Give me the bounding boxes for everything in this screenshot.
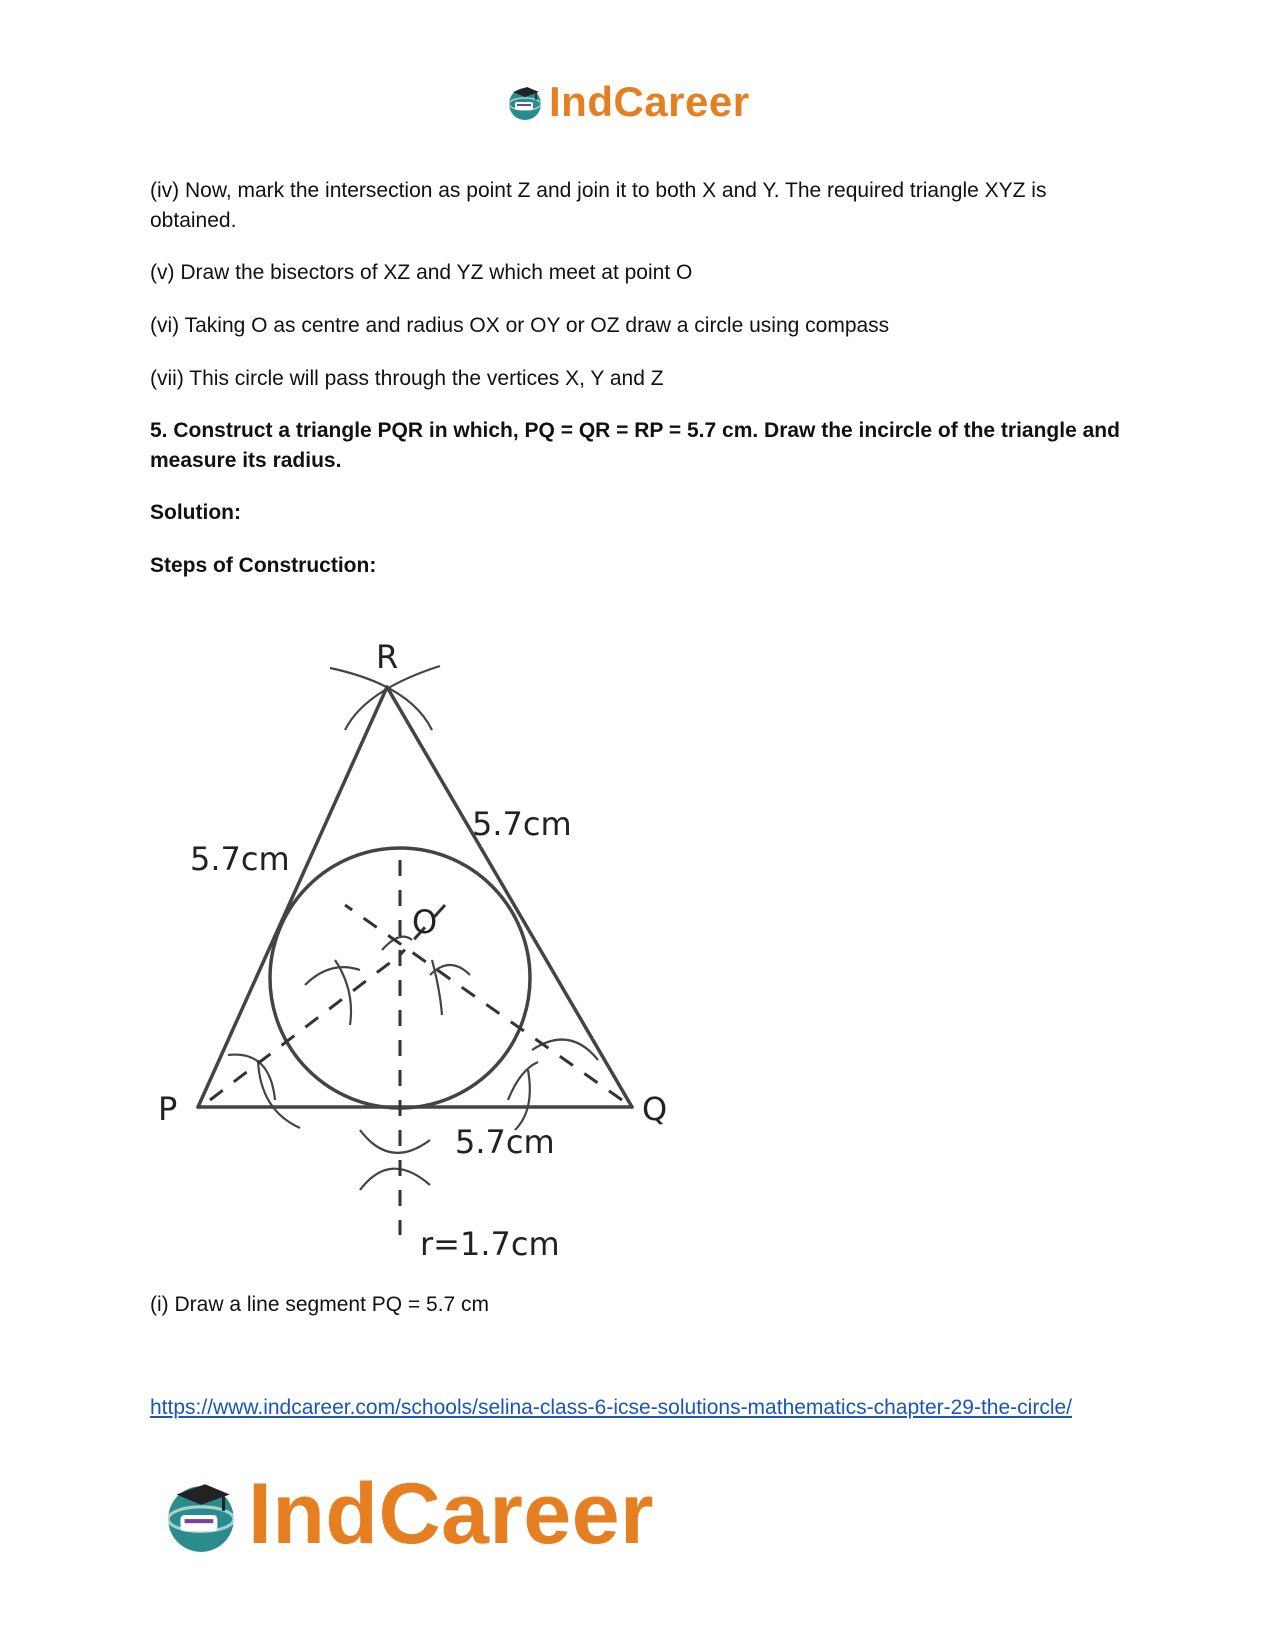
paragraph-step-vi: (vi) Taking O as centre and radius OX or OY or OZ draw a circle using compass	[150, 314, 890, 337]
arc-q-3	[515, 1070, 530, 1130]
paragraph-step-v: (v) Draw the bisectors of XZ and YZ which meet at point O	[150, 261, 693, 284]
label-side-qr: 5.7cm	[472, 805, 572, 843]
label-q: Q	[642, 1090, 668, 1128]
angle-bisector-q	[345, 905, 622, 1100]
triangle-incircle-diagram	[150, 630, 710, 1300]
arc-p-2	[258, 1060, 300, 1128]
label-o: O	[412, 903, 438, 941]
incircle-construction-figure	[150, 630, 710, 1300]
arc-p-1	[228, 1055, 275, 1100]
globe-graduation-icon	[160, 1474, 242, 1556]
steps-heading: Steps of Construction:	[150, 554, 377, 577]
brand-name: IndCareer	[248, 1466, 654, 1562]
arc-q-2	[508, 1062, 538, 1100]
label-r: R	[376, 638, 399, 676]
label-p: P	[158, 1090, 178, 1128]
paragraph-step-vii: (vii) This circle will pass through the vertices X, Y and Z	[150, 367, 664, 390]
side-pr	[198, 687, 387, 1107]
arc-bottom-1	[360, 1130, 430, 1153]
arc-bottom-2	[360, 1169, 430, 1190]
incircle	[270, 848, 530, 1108]
arc-bisect-left-1	[305, 967, 360, 985]
solution-heading: Solution:	[150, 501, 241, 524]
label-side-pq: 5.7cm	[455, 1123, 555, 1161]
indcareer-logo-bottom	[160, 1465, 654, 1564]
source-url-link[interactable]: https://www.indcareer.com/schools/selina-class-6-icse-solutions-mathematics-chapter-29-the-circle/	[150, 1396, 1073, 1419]
question-5: 5. Construct a triangle PQR in which, PQ = QR = RP = 5.7 cm. Draw the incircle of the triangle and measure its radius.	[150, 419, 1120, 472]
indcareer-logo-top	[505, 78, 750, 126]
brand-name: IndCareer	[549, 78, 750, 125]
label-side-rp: 5.7cm	[190, 840, 290, 878]
angle-bisector-p	[210, 955, 400, 1100]
paragraph-step-i: (i) Draw a line segment PQ = 5.7 cm	[150, 1293, 490, 1316]
paragraph-step-iv: (iv) Now, mark the intersection as point Z and join it to both X and Y. The required triangle XYZ is obtained.	[150, 179, 1047, 232]
side-qr	[387, 687, 632, 1107]
arc-bisect-left-2	[335, 960, 351, 1025]
label-radius: r=1.7cm	[420, 1225, 560, 1263]
globe-graduation-icon	[505, 82, 545, 122]
